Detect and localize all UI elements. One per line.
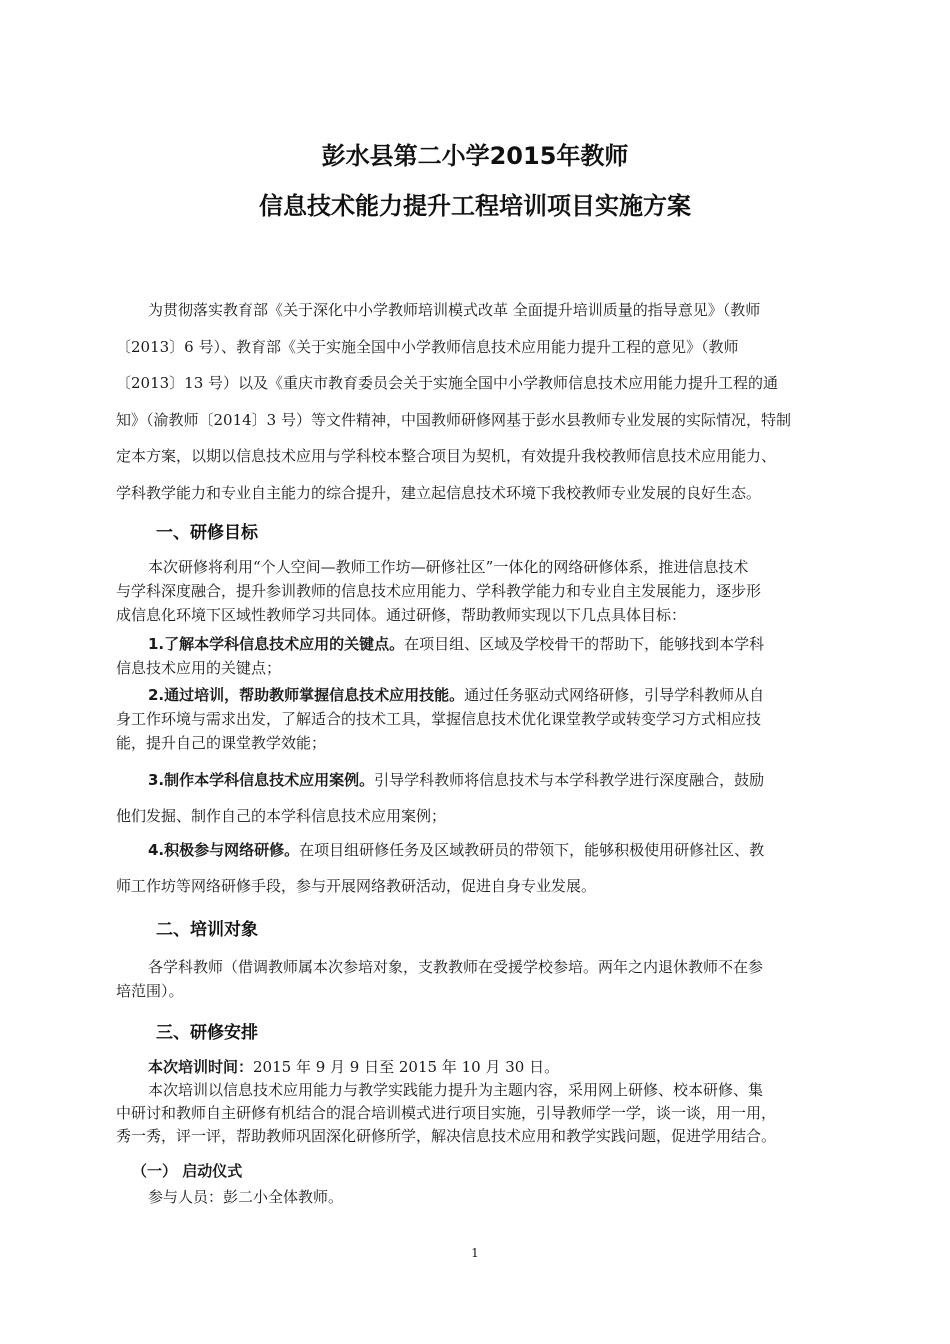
goal-2-line-2: 身工作环境与需求出发，了解适合的技术工具，掌握信息技术优化课堂教学或转变学习方式相应技 (116, 710, 762, 728)
intro-line: 〔2013〕6 号）、教育部《关于实施全国中小学教师信息技术应用能力提升工程的意见》（教师 (116, 337, 739, 356)
goal-3 (116, 762, 836, 834)
goal-1 (116, 632, 836, 680)
training-time-value: 2015 年 9 月 9 日至 2015 年 10 月 30 日。 (253, 1058, 560, 1076)
section1-line: 本次研修将利用“个人空间—教师工作坊—研修社区”一体化的网络研修体系，推进信息技术 (148, 558, 749, 576)
page-number: 1 (471, 1246, 479, 1260)
intro-line: 知》（渝教师〔2014〕3 号）等文件精神，中国教师研修网基于彭水县教师专业发展的实际情况，特制 (116, 410, 791, 429)
goal-4-text: 在项目组研修任务及区域教研员的带领下，能够积极使用研修社区、教 (299, 841, 765, 859)
goal-4 (116, 832, 836, 904)
section-heading-goals: 一、研修目标 (156, 523, 258, 543)
section3-paragraph (116, 1056, 836, 1148)
intro-line: 〔2013〕13 号）以及《重庆市教育委员会关于实施全国中小学教师信息技术应用能力提升工程的通 (116, 374, 779, 392)
intro-line: 为贯彻落实教育部《关于深化中小学教师培训模式改革 全面提升培训质量的指导意见》（教师 (148, 301, 761, 319)
goal-4-title: 4.积极参与网络研修。 (148, 841, 300, 859)
subsection-heading-launch: （一） 启动仪式 (132, 1162, 243, 1180)
training-time-label: 本次培训时间： (148, 1058, 254, 1076)
goal-4-line-2: 师工作坊等网络研修手段，参与开展网络教研活动，促进自身专业发展。 (116, 877, 597, 895)
section1-line: 成信息化环境下区域性教师学习共同体。通过研修，帮助教师实现以下几点具体目标： (116, 606, 687, 624)
intro-line: 学科教学能力和专业自主能力的综合提升，建立起信息技术环境下我校教师专业发展的良好生态。 (116, 483, 762, 502)
section2-line: 培范围）。 (116, 982, 184, 1000)
section1-paragraph (116, 555, 836, 627)
goal-3-title: 3.制作本学科信息技术应用案例。 (148, 771, 375, 789)
goal-2-line-3: 能，提升自己的课堂教学效能； (116, 734, 327, 752)
subsection-launch (116, 1158, 836, 1210)
section3-line: 本次培训以信息技术应用能力与教学实践能力提升为主题内容，采用网上研修、校本研修、集 (148, 1081, 764, 1099)
section2-paragraph (116, 955, 836, 1003)
goal-2-title: 2.通过培训，帮助教师掌握信息技术应用技能。 (148, 686, 465, 704)
intro-line: 定本方案，以期以信息技术应用与学科校本整合项目为契机，有效提升我校教师信息技术应用能力、 (116, 447, 777, 465)
section-heading-schedule: 三、研修安排 (156, 1023, 258, 1043)
goal-1-line-2: 信息技术应用的关键点； (116, 659, 282, 677)
section3-line: 秀一秀，评一评，帮助教师巩固深化研修所学，解决信息技术应用和教学实践问题，促进学用结合。 (116, 1127, 777, 1145)
goal-3-line-2: 他们发掘、制作自己的本学科信息技术应用案例； (116, 807, 447, 825)
goal-3-text: 引导学科教师将信息技术与本学科教学进行深度融合，鼓励 (374, 771, 765, 789)
document-title-line-1: 彭水县第二小学2015年教师 (321, 142, 629, 170)
goal-2-text: 通过任务驱动式网络研修，引导学科教师从自 (464, 686, 765, 704)
goal-2 (116, 683, 836, 755)
goal-1-title: 1.了解本学科信息技术应用的关键点。 (148, 635, 405, 653)
goal-1-text: 在项目组、区域及学校骨干的帮助下，能够找到本学科 (404, 635, 765, 653)
section3-line: 中研讨和教师自主研修有机结合的混合培训模式进行项目实施，引导教师学一学，谈一谈，用一用， (116, 1104, 777, 1122)
section2-line: 各学科教师（借调教师属本次参培对象，支教教师在受援学校参培。两年之内退休教师不在参 (148, 958, 764, 976)
participants-line: 参与人员：彭二小全体教师。 (148, 1188, 344, 1206)
intro-paragraph (116, 292, 836, 511)
section-heading-trainees: 二、培训对象 (156, 920, 258, 940)
section1-line: 与学科深度融合，提升参训教师的信息技术应用能力、学科教学能力和专业自主发展能力，逐步形 (116, 582, 762, 600)
document-title-line-2: 信息技术能力提升工程培训项目实施方案 (259, 192, 691, 220)
